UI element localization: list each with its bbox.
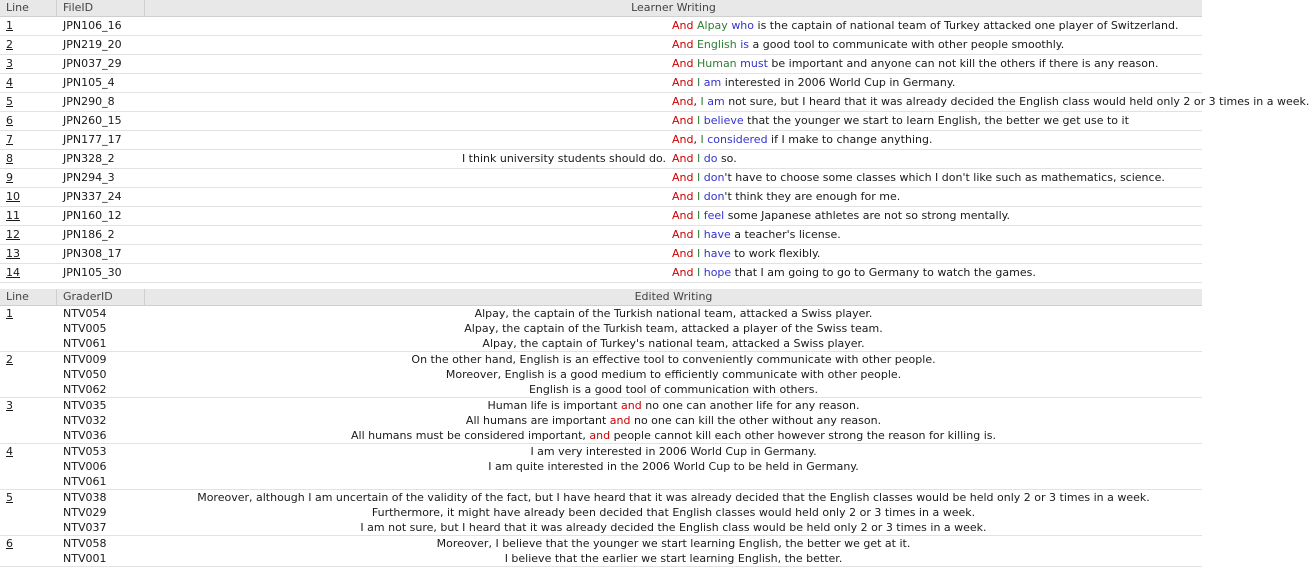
text-segment: Alpay, the captain of Turkey's national team, attacked a Swiss player. bbox=[482, 337, 865, 350]
grader-id: NTV035 bbox=[63, 399, 107, 412]
left-context bbox=[145, 188, 672, 206]
learner-writing-cell bbox=[145, 226, 1202, 244]
left-context bbox=[145, 74, 672, 92]
file-id: JPN106_16 bbox=[63, 19, 122, 32]
line-number-link[interactable]: 2 bbox=[6, 353, 13, 366]
grader-id: NTV037 bbox=[63, 521, 107, 534]
line-number-link[interactable]: 12 bbox=[6, 228, 20, 241]
edit-group bbox=[0, 444, 1202, 490]
highlight-word: have bbox=[703, 228, 731, 241]
left-context bbox=[145, 169, 672, 187]
grader-id: NTV029 bbox=[63, 506, 107, 519]
table-row[interactable] bbox=[0, 245, 1202, 264]
table-row[interactable] bbox=[0, 169, 1202, 188]
edit-group bbox=[0, 536, 1202, 567]
grader-entry bbox=[57, 336, 1202, 351]
text-segment: I am very interested in 2006 World Cup in Germany. bbox=[530, 445, 817, 458]
highlight-word: And bbox=[672, 19, 694, 32]
line-number-link[interactable]: 14 bbox=[6, 266, 20, 279]
edited-text bbox=[145, 352, 1202, 367]
highlight-word: hope bbox=[703, 266, 732, 279]
grader-id: NTV062 bbox=[63, 383, 107, 396]
grader-id: NTV038 bbox=[63, 491, 107, 504]
grader-entry bbox=[57, 321, 1202, 336]
highlight-word: And bbox=[672, 209, 694, 222]
grader-id: NTV061 bbox=[63, 475, 107, 488]
learner-writing-cell bbox=[145, 188, 1202, 206]
learner-rows bbox=[0, 17, 1309, 283]
learner-writing-cell bbox=[145, 112, 1202, 130]
learner-writing-panel bbox=[0, 0, 1309, 279]
text-segment: be important and anyone can not kill the others if there is any reason. bbox=[767, 57, 1159, 70]
edited-text bbox=[145, 551, 1202, 566]
edited-rows bbox=[0, 306, 1202, 567]
text-segment: I believe that the earlier we start learning English, the better. bbox=[504, 552, 843, 565]
file-id: JPN037_29 bbox=[63, 57, 122, 70]
file-id: JPN328_2 bbox=[63, 152, 115, 165]
edited-text bbox=[145, 444, 1202, 459]
line-number-link[interactable]: 2 bbox=[6, 38, 13, 51]
learner-writing-cell bbox=[145, 36, 1202, 54]
table-row[interactable] bbox=[0, 55, 1202, 74]
highlight-word: I bbox=[700, 95, 704, 108]
highlight-word: And bbox=[672, 114, 694, 127]
text-segment: interested in 2006 World Cup in Germany. bbox=[721, 76, 956, 89]
highlight-word: English bbox=[696, 38, 737, 51]
table-row[interactable] bbox=[0, 207, 1202, 226]
learner-writing-cell bbox=[145, 150, 1202, 168]
table-row[interactable] bbox=[0, 112, 1202, 131]
grader-entries bbox=[57, 352, 1202, 397]
text-segment: 't think they are enough for me. bbox=[724, 190, 901, 203]
highlight-word: I bbox=[696, 152, 701, 165]
highlight-word: Alpay bbox=[696, 19, 728, 32]
text-segment: Alpay, the captain of the Turkish national team, attacked a Swiss player. bbox=[474, 307, 873, 320]
edited-text bbox=[145, 321, 1202, 336]
highlight-word: And bbox=[672, 38, 694, 51]
highlight-word: and bbox=[609, 414, 631, 427]
right-context bbox=[672, 55, 1159, 73]
line-number-link[interactable]: 1 bbox=[6, 19, 13, 32]
learner-writing-cell bbox=[145, 17, 1202, 35]
learner-writing-cell bbox=[145, 207, 1202, 225]
left-context bbox=[145, 36, 672, 54]
text-segment: , bbox=[693, 95, 701, 108]
grader-entry bbox=[57, 505, 1202, 520]
highlight-word: I bbox=[696, 228, 701, 241]
file-id: JPN105_4 bbox=[63, 76, 115, 89]
grader-entry bbox=[57, 520, 1202, 535]
grader-entry bbox=[57, 306, 1202, 321]
line-number-link[interactable]: 7 bbox=[6, 133, 13, 146]
right-context bbox=[672, 169, 1165, 187]
header-learner-writing[interactable]: Learner Writing bbox=[631, 1, 716, 14]
text-segment: I am quite interested in the 2006 World Cup to be held in Germany. bbox=[488, 460, 859, 473]
highlight-word: And bbox=[672, 76, 694, 89]
highlight-word: And bbox=[672, 95, 694, 108]
right-context bbox=[672, 17, 1179, 35]
grader-entry bbox=[57, 444, 1202, 459]
highlight-word: feel bbox=[703, 209, 725, 222]
header-line[interactable]: Line bbox=[0, 289, 57, 305]
text-segment: no one can kill the other without any reason. bbox=[630, 414, 882, 427]
grader-entries bbox=[57, 444, 1202, 489]
table-row[interactable] bbox=[0, 74, 1202, 93]
grader-entry bbox=[57, 413, 1202, 428]
edit-group bbox=[0, 352, 1202, 398]
edited-text bbox=[145, 336, 1202, 351]
grader-entry bbox=[57, 490, 1202, 505]
line-number-link[interactable]: 6 bbox=[6, 114, 13, 127]
line-number-link[interactable]: 5 bbox=[6, 95, 13, 108]
highlight-word: and bbox=[589, 429, 611, 442]
left-context bbox=[145, 264, 672, 282]
header-edited-writing[interactable]: Edited Writing bbox=[634, 290, 713, 303]
header-line[interactable]: Line bbox=[0, 0, 57, 16]
line-number-link[interactable]: 4 bbox=[6, 76, 13, 89]
text-segment: a teacher's license. bbox=[730, 228, 841, 241]
line-number-link[interactable]: 3 bbox=[6, 57, 13, 70]
text-segment: that I am going to go to Germany to watch the games. bbox=[731, 266, 1036, 279]
highlight-word: believe bbox=[703, 114, 744, 127]
grader-id: NTV032 bbox=[63, 414, 107, 427]
file-id: JPN219_20 bbox=[63, 38, 122, 51]
grader-id: NTV036 bbox=[63, 429, 107, 442]
table-row[interactable] bbox=[0, 131, 1202, 150]
text-segment: not sure, but I heard that it was already decided the English class would held only 2 or 3 times in a week. bbox=[724, 95, 1309, 108]
right-context bbox=[672, 150, 1149, 168]
edited-text bbox=[145, 520, 1202, 535]
grader-entries bbox=[57, 306, 1202, 351]
text-segment: is the captain of national team of Turkey attacked one player of Switzerland. bbox=[754, 19, 1179, 32]
grader-entries bbox=[57, 490, 1202, 535]
learner-writing-cell bbox=[145, 264, 1202, 282]
right-context bbox=[672, 188, 1149, 206]
text-segment: Moreover, English is a good medium to efficiently communicate with other people. bbox=[445, 368, 902, 381]
edited-text bbox=[145, 474, 1202, 489]
text-segment: English is a good tool of communication with others. bbox=[528, 383, 818, 396]
grader-id: NTV009 bbox=[63, 353, 107, 366]
text-segment: Moreover, although I am uncertain of the validity of the fact, but I have heard that it was already decided that the English classes would be held only 2 or 3 times in a week. bbox=[197, 491, 1150, 504]
table-row[interactable] bbox=[0, 150, 1202, 169]
highlight-word: I bbox=[696, 190, 701, 203]
text-segment: so. bbox=[717, 152, 737, 165]
left-context bbox=[145, 55, 672, 73]
edited-text bbox=[145, 367, 1202, 382]
grader-entry bbox=[57, 382, 1202, 397]
highlight-word: I bbox=[696, 209, 701, 222]
edited-table-header bbox=[0, 289, 1202, 306]
grader-id: NTV006 bbox=[63, 460, 107, 473]
grader-entries bbox=[57, 536, 1202, 566]
highlight-word: is bbox=[740, 38, 750, 51]
line-number-link[interactable]: 4 bbox=[6, 445, 13, 458]
grader-id: NTV001 bbox=[63, 552, 107, 565]
right-context bbox=[672, 36, 1149, 54]
text-segment: I am not sure, but I heard that it was already decided the English class would be held only 2 or 3 times in a week. bbox=[360, 521, 987, 534]
edit-group bbox=[0, 306, 1202, 352]
learner-writing-cell bbox=[145, 131, 1202, 149]
table-row[interactable] bbox=[0, 264, 1202, 283]
text-segment: to work flexibly. bbox=[730, 247, 821, 260]
text-segment: no one can another life for any reason. bbox=[641, 399, 860, 412]
right-context bbox=[672, 93, 1309, 111]
edited-text bbox=[145, 398, 1202, 413]
highlight-word: And bbox=[672, 247, 694, 260]
grader-id: NTV058 bbox=[63, 537, 107, 550]
learner-writing-cell bbox=[145, 74, 1202, 92]
header-file-id[interactable]: FileID bbox=[57, 0, 145, 16]
highlight-word: must bbox=[740, 57, 768, 70]
highlight-word: I bbox=[696, 266, 701, 279]
edited-text bbox=[145, 382, 1202, 397]
edited-text bbox=[145, 505, 1202, 520]
edit-group bbox=[0, 398, 1202, 444]
right-context bbox=[672, 207, 1149, 225]
table-row[interactable] bbox=[0, 17, 1202, 36]
text-segment: a good tool to communicate with other people smoothly. bbox=[749, 38, 1065, 51]
highlight-word: have bbox=[703, 247, 731, 260]
text-segment: Human life is important bbox=[487, 399, 622, 412]
edited-text bbox=[145, 536, 1202, 551]
highlight-word: I bbox=[696, 171, 701, 184]
right-context bbox=[672, 131, 1149, 149]
left-context bbox=[145, 17, 672, 35]
highlight-word: And bbox=[672, 152, 694, 165]
file-id: JPN294_3 bbox=[63, 171, 115, 184]
highlight-word: don bbox=[703, 171, 725, 184]
table-row[interactable] bbox=[0, 36, 1202, 55]
text-segment: , bbox=[693, 133, 701, 146]
header-grader-id[interactable]: GraderID bbox=[57, 289, 145, 305]
edited-text bbox=[145, 306, 1202, 321]
right-context bbox=[672, 226, 1149, 244]
highlight-word: don bbox=[703, 190, 725, 203]
right-context bbox=[672, 74, 1149, 92]
left-context bbox=[145, 245, 672, 263]
grader-entries bbox=[57, 398, 1202, 443]
highlight-word: I bbox=[696, 114, 701, 127]
file-id: JPN105_30 bbox=[63, 266, 122, 279]
line-number-link[interactable]: 3 bbox=[6, 399, 13, 412]
edited-text bbox=[145, 428, 1202, 443]
file-id: JPN337_24 bbox=[63, 190, 122, 203]
text-segment: All humans must be considered important, bbox=[351, 429, 590, 442]
text-segment: All humans are important bbox=[465, 414, 610, 427]
left-context bbox=[145, 131, 672, 149]
text-segment: Furthermore, it might have already been decided that English classes would held only 2 or 3 times in a week. bbox=[371, 506, 976, 519]
file-id: JPN186_2 bbox=[63, 228, 115, 241]
grader-id: NTV061 bbox=[63, 337, 107, 350]
left-context bbox=[145, 93, 672, 111]
file-id: JPN308_17 bbox=[63, 247, 122, 260]
line-number-link[interactable]: 1 bbox=[6, 307, 13, 320]
grader-id: NTV050 bbox=[63, 368, 107, 381]
learner-writing-cell bbox=[145, 55, 1202, 73]
learner-writing-cell bbox=[145, 245, 1202, 263]
learner-table-header bbox=[0, 0, 1202, 17]
text-segment: Moreover, I believe that the younger we start learning English, the better we get at it. bbox=[436, 537, 911, 550]
line-number-link[interactable]: 11 bbox=[6, 209, 20, 222]
highlight-word: And bbox=[672, 266, 694, 279]
highlight-word: I bbox=[700, 133, 704, 146]
grader-entry bbox=[57, 398, 1202, 413]
right-context bbox=[672, 245, 1149, 263]
highlight-word: who bbox=[731, 19, 755, 32]
text-segment: if I make to change anything. bbox=[767, 133, 933, 146]
file-id: JPN290_8 bbox=[63, 95, 115, 108]
table-row[interactable] bbox=[0, 93, 1309, 112]
text-segment: some Japanese athletes are not so strong mentally. bbox=[724, 209, 1011, 222]
highlight-word: And bbox=[672, 190, 694, 203]
highlight-word: And bbox=[672, 57, 694, 70]
grader-entry bbox=[57, 536, 1202, 551]
grader-id: NTV053 bbox=[63, 445, 107, 458]
line-number-link[interactable]: 10 bbox=[6, 190, 20, 203]
table-row[interactable] bbox=[0, 188, 1202, 207]
line-number-link[interactable]: 8 bbox=[6, 152, 13, 165]
highlight-word: And bbox=[672, 228, 694, 241]
edited-writing-panel bbox=[0, 289, 1202, 566]
highlight-word: am bbox=[707, 95, 725, 108]
line-number-link[interactable]: 13 bbox=[6, 247, 20, 260]
line-number-link[interactable]: 9 bbox=[6, 171, 13, 184]
highlight-word: considered bbox=[707, 133, 768, 146]
grader-entry bbox=[57, 551, 1202, 566]
highlight-word: And bbox=[672, 133, 694, 146]
edited-text bbox=[145, 490, 1202, 505]
text-segment: On the other hand, English is an effective tool to conveniently communicate with other people. bbox=[411, 353, 936, 366]
left-context bbox=[145, 112, 672, 130]
text-segment: Alpay, the captain of the Turkish team, attacked a player of the Swiss team. bbox=[464, 322, 883, 335]
text-segment: people cannot kill each other however strong the reason for killing is. bbox=[610, 429, 996, 442]
text-segment: 't have to choose some classes which I don't like such as mathematics, science. bbox=[724, 171, 1165, 184]
edited-text bbox=[145, 459, 1202, 474]
highlight-word: do bbox=[703, 152, 718, 165]
left-context: I think university students should do. bbox=[461, 152, 666, 165]
highlight-word: I bbox=[696, 76, 701, 89]
left-context bbox=[145, 226, 672, 244]
highlight-word: Human bbox=[696, 57, 737, 70]
highlight-word: and bbox=[621, 399, 642, 412]
left-context bbox=[145, 207, 672, 225]
grader-entry bbox=[57, 367, 1202, 382]
highlight-word: I bbox=[696, 247, 701, 260]
highlight-word: And bbox=[672, 171, 694, 184]
right-context bbox=[672, 264, 1149, 282]
highlight-word: am bbox=[703, 76, 722, 89]
edit-group bbox=[0, 490, 1202, 536]
table-row[interactable] bbox=[0, 226, 1202, 245]
file-id: JPN160_12 bbox=[63, 209, 122, 222]
line-number-link[interactable]: 5 bbox=[6, 491, 13, 504]
grader-id: NTV054 bbox=[63, 307, 107, 320]
grader-entry bbox=[57, 474, 1202, 489]
grader-id: NTV005 bbox=[63, 322, 107, 335]
file-id: JPN177_17 bbox=[63, 133, 122, 146]
grader-entry bbox=[57, 428, 1202, 443]
right-context bbox=[672, 112, 1149, 130]
grader-entry bbox=[57, 459, 1202, 474]
learner-writing-cell bbox=[145, 93, 1309, 111]
line-number-link[interactable]: 6 bbox=[6, 537, 13, 550]
learner-writing-cell bbox=[145, 169, 1202, 187]
edited-text bbox=[145, 413, 1202, 428]
file-id: JPN260_15 bbox=[63, 114, 122, 127]
text-segment: that the younger we start to learn English, the better we get use to it bbox=[743, 114, 1129, 127]
grader-entry bbox=[57, 352, 1202, 367]
